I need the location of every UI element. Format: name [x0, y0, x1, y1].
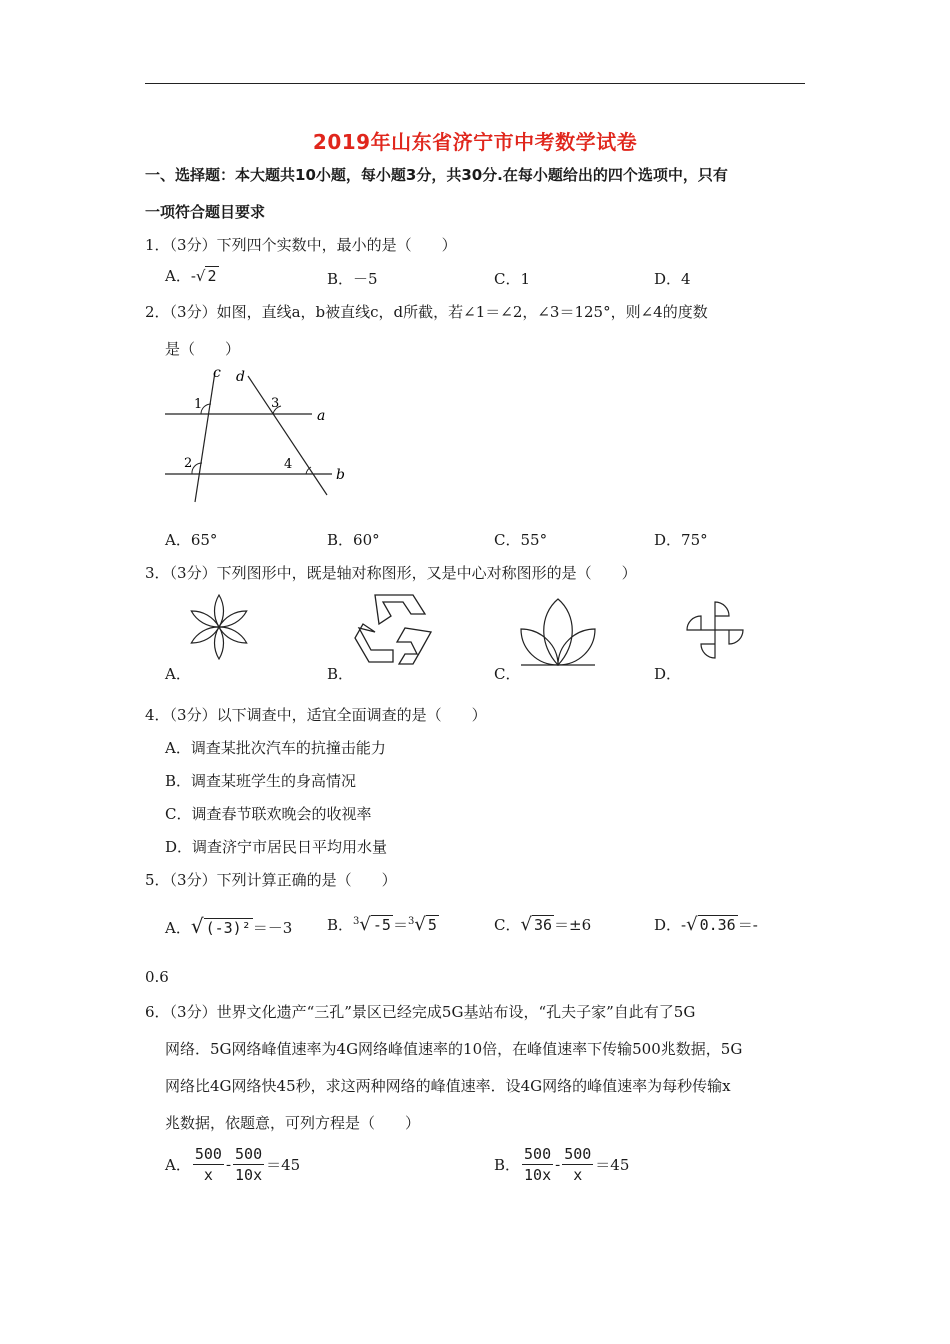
q2-stem-line1: 2．（3分）如图，直线a，b被直线c，d所截，若∠1＝∠2，∠3＝125°，则∠4的度数 — [145, 303, 708, 321]
header-rule — [145, 83, 805, 84]
flower-icon — [185, 593, 253, 661]
q6-a-fraction2 — [233, 1144, 264, 1185]
q1-option-c: C．1 — [494, 270, 531, 288]
q4-option-b: B．调查某班学生的身高情况 — [165, 772, 357, 790]
cube-root-icon: √ — [414, 914, 426, 935]
q4-option-c: C．调查春节联欢晚会的收视率 — [165, 805, 372, 823]
recycle-hexagon-icon — [353, 592, 435, 668]
q6-a-rhs: ＝45 — [266, 1156, 301, 1174]
q3-stem: 3．（3分）下列图形中，既是轴对称图形，又是中心对称图形的是（ ） — [145, 564, 637, 582]
page-title: 2019年山东省济宁市中考数学试卷 — [312, 130, 638, 154]
q6-a-minus: - — [225, 1155, 232, 1174]
q5-c-radicand: 36 — [533, 916, 553, 934]
q6-a-num2: 500 — [235, 1145, 263, 1163]
q5-b-radicand2: 5 — [427, 916, 437, 934]
q6-option-a — [165, 1144, 300, 1185]
q5-b-eq: ＝ — [392, 916, 408, 934]
q5-d-wrap: 0.6 — [145, 968, 169, 986]
q1-a-label: A． — [165, 267, 191, 285]
q6-line3: 网络比4G网络快45秒，求这两种网络的峰值速率．设4G网络的峰值速率为每秒传输x — [165, 1077, 731, 1095]
label-b: b — [336, 467, 345, 483]
q5-b-radicand1: -5 — [372, 916, 391, 934]
q6-b-fraction1 — [522, 1144, 553, 1185]
q6-a-fraction1 — [193, 1144, 224, 1185]
label-angle4: 4 — [284, 457, 293, 472]
label-c: c — [213, 365, 221, 381]
q1-a-prefix: - — [190, 267, 196, 285]
q5-d-label: D． — [654, 916, 682, 934]
sqrt-icon: √ — [190, 914, 204, 938]
q6-b-minus: - — [555, 1155, 561, 1174]
q3-option-a: A． — [165, 665, 191, 683]
q2-option-b: B．60° — [327, 531, 380, 549]
q4-stem: 4．（3分）以下调查中，适宜全面调查的是（ ） — [145, 706, 487, 724]
label-angle1: 1 — [194, 397, 203, 412]
q5-a-rhs: ＝－3 — [252, 919, 293, 937]
label-d: d — [236, 369, 245, 385]
q5-c-rhs: ＝±6 — [554, 916, 592, 934]
q2-option-d: D．75° — [654, 531, 708, 549]
q6-a-den1: x — [203, 1166, 213, 1184]
q5-d-radicand: 0.36 — [699, 916, 736, 934]
q5-a-label: A． — [165, 919, 191, 937]
cube-root-icon: √ — [359, 914, 371, 935]
pinwheel-icon — [683, 598, 747, 662]
q1-option-a — [165, 265, 219, 286]
q5-c-label: C． — [494, 916, 521, 934]
q2-figure — [160, 362, 360, 507]
q6-b-num1: 500 — [524, 1145, 552, 1163]
q2-stem-line2: 是（ ） — [165, 340, 241, 358]
q5-b-index2: 3 — [407, 916, 415, 927]
label-a: a — [317, 408, 326, 424]
q6-option-b — [494, 1144, 629, 1185]
q3-option-d: D． — [654, 665, 682, 683]
q5-d-rhs: ＝- — [737, 916, 758, 934]
q6-b-label: B． — [494, 1156, 521, 1174]
sqrt-icon: √ — [686, 914, 698, 935]
q5-option-c — [494, 914, 591, 935]
sqrt-icon: √ — [195, 267, 206, 285]
label-angle3: 3 — [271, 396, 280, 411]
q4-option-d: D．调查济宁市居民日平均用水量 — [165, 838, 388, 856]
q6-a-den2: 10x — [235, 1166, 263, 1184]
q6-b-den2: x — [573, 1166, 583, 1184]
q4-option-a: A．调查某批次汽车的抗撞击能力 — [165, 739, 386, 757]
q5-b-label: B． — [327, 916, 354, 934]
q1-option-b: B．－5 — [327, 270, 378, 288]
label-angle2: 2 — [184, 456, 193, 471]
q2-option-c: C．55° — [494, 531, 548, 549]
q6-b-rhs: ＝45 — [595, 1156, 630, 1174]
q3-option-c: C． — [494, 665, 521, 683]
q5-option-a — [165, 914, 292, 938]
q5-a-radicand: (-3)² — [205, 919, 251, 937]
q1-a-radicand: 2 — [207, 267, 217, 285]
q5-option-b — [327, 914, 439, 935]
q6-a-num1: 500 — [194, 1145, 222, 1163]
lotus-icon — [517, 597, 599, 669]
q6-b-den1: 10x — [524, 1166, 552, 1184]
q3-option-b: B． — [327, 665, 354, 683]
line-d — [248, 376, 327, 495]
line-c — [195, 372, 215, 502]
q6-line2: 网络．5G网络峰值速率为4G网络峰值速率的10倍，在峰值速率下传输500兆数据，5G — [165, 1040, 743, 1058]
sqrt-icon: √ — [520, 914, 532, 935]
q1-option-d: D．4 — [654, 270, 691, 288]
section-heading-line2: 一项符合题目要求 — [145, 203, 266, 221]
q6-line1: 6．（3分）世界文化遗产“三孔”景区已经完成5G基站布设，“孔夫子家”自此有了5G — [145, 1003, 696, 1021]
q5-b-index1: 3 — [353, 916, 360, 927]
q6-b-num2: 500 — [564, 1145, 592, 1163]
q5-option-d — [654, 914, 758, 935]
q5-d-prefix: - — [681, 916, 687, 934]
q6-line4: 兆数据，依题意，可列方程是（ ） — [165, 1114, 421, 1132]
q2-option-a: A．65° — [165, 531, 218, 549]
q6-b-fraction2 — [562, 1144, 593, 1185]
q1-stem: 1．（3分）下列四个实数中，最小的是（ ） — [145, 236, 457, 254]
section-heading-line1: 一、选择题：本大题共10小题，每小题3分，共30分.在每小题给出的四个选项中，只有 — [145, 166, 728, 184]
q5-stem: 5．（3分）下列计算正确的是（ ） — [145, 871, 397, 889]
q6-a-label: A． — [165, 1156, 191, 1174]
